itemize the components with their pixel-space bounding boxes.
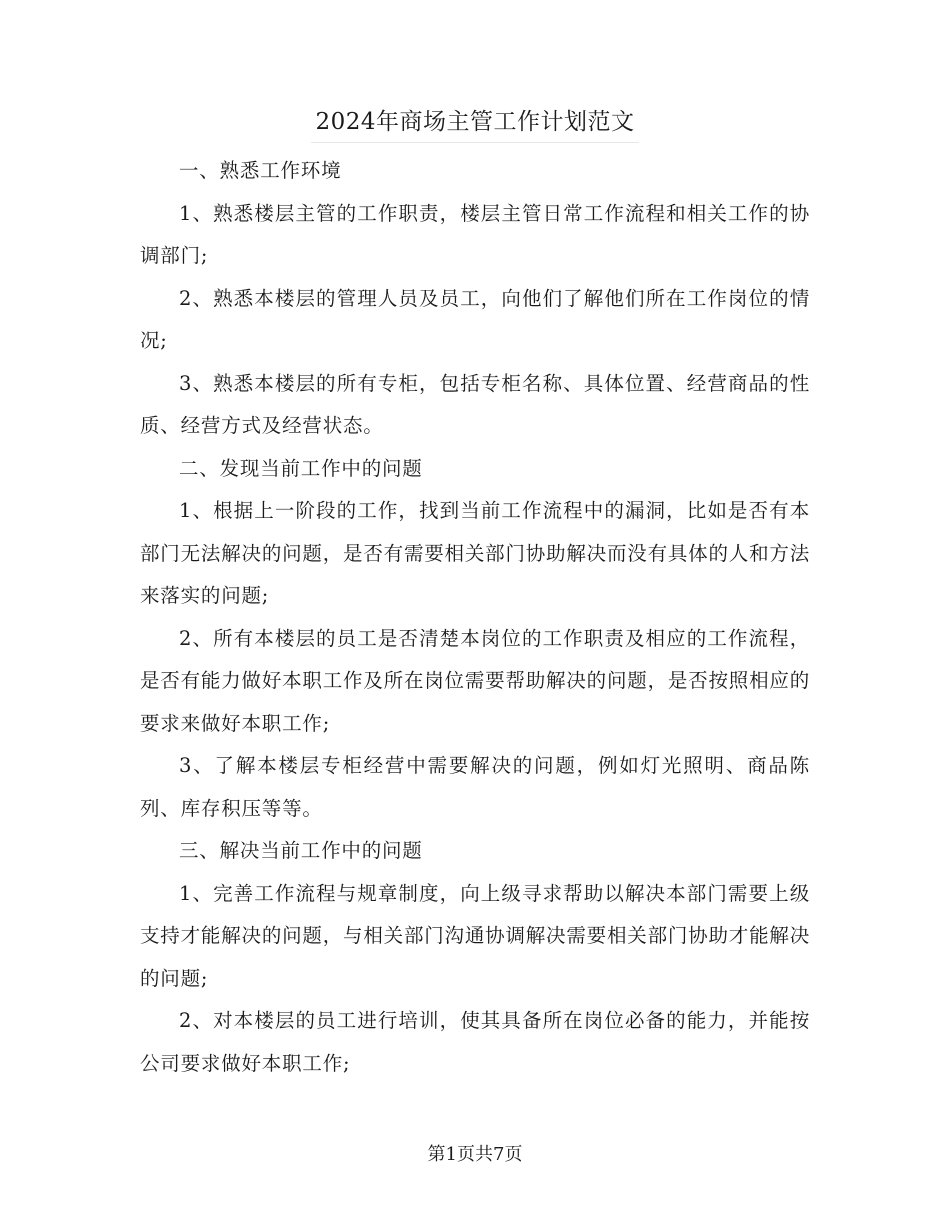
section-heading: 三、解决当前工作中的问题 bbox=[179, 839, 423, 862]
section-heading: 二、发现当前工作中的问题 bbox=[179, 456, 423, 480]
paragraph: 2、对本楼层的员工进行培训，使其具备所在岗位必备的能力，并能按公司要求做好本职工作; bbox=[140, 1009, 810, 1075]
paragraph: 1、完善工作流程与规章制度，向上级寻求帮助以解决本部门需要上级支持才能解决的问题，与相关部门沟通协调解决需要相关部门协助才能解决的问题; bbox=[140, 881, 810, 990]
paragraph: 3、熟悉本楼层的所有专柜，包括专柜名称、具体位置、经营商品的性质、经营方式及经营状态。 bbox=[140, 371, 810, 437]
page-footer: 第1页共7页 bbox=[427, 1144, 523, 1165]
document-title-text: 2024年商场主管工作计划范文 bbox=[311, 102, 638, 143]
document-title bbox=[0, 102, 950, 143]
paragraph: 1、根据上一阶段的工作，找到当前工作流程中的漏洞，比如是否有本部门无法解决的问题，是否有需要相关部门协助解决而没有具体的人和方法来落实的问题; bbox=[140, 499, 810, 607]
paragraph: 2、熟悉本楼层的管理人员及员工，向他们了解他们所在工作岗位的情况; bbox=[140, 286, 810, 352]
paragraph: 3、了解本楼层专柜经营中需要解决的问题，例如灯光照明、商品陈列、库存积压等等。 bbox=[140, 754, 810, 820]
document-body bbox=[140, 150, 810, 1085]
paragraph: 2、所有本楼层的员工是否清楚本岗位的工作职责及相应的工作流程，是否有能力做好本职工作及所在岗位需要帮助解决的问题，是否按照相应的要求来做好本职工作; bbox=[140, 626, 810, 735]
section-heading: 一、熟悉工作环境 bbox=[179, 159, 342, 182]
paragraph: 1、熟悉楼层主管的工作职责，楼层主管日常工作流程和相关工作的协调部门; bbox=[140, 201, 810, 267]
